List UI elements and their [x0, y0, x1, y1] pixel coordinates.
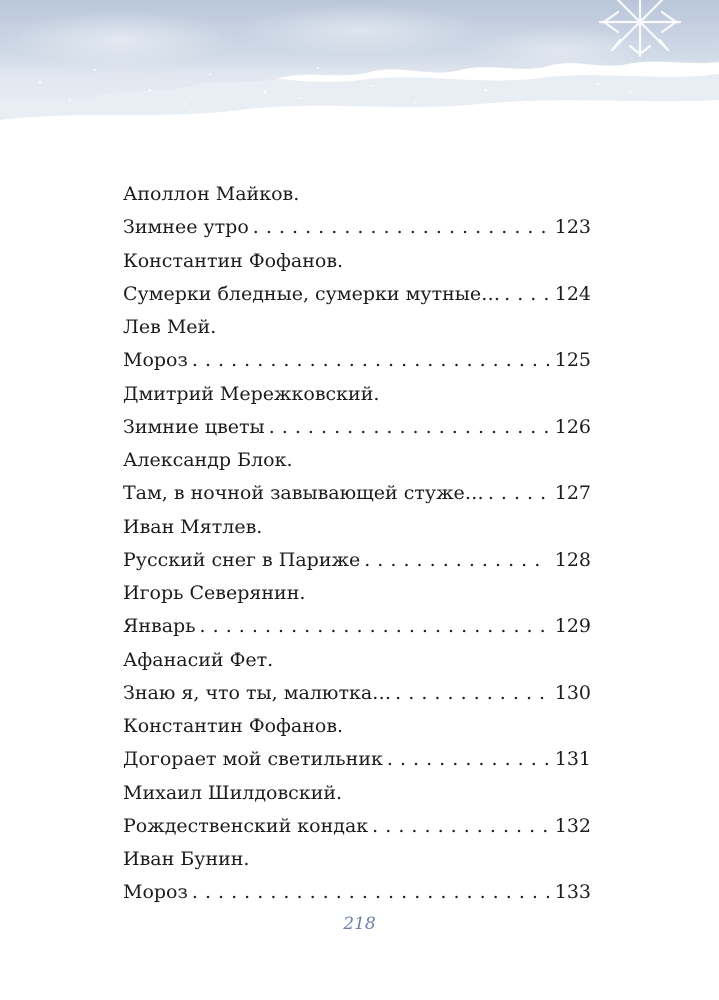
toc-title-line	[123, 411, 591, 444]
toc-page-number: 126	[554, 415, 591, 438]
toc-title: Зимнее утро	[123, 216, 249, 238]
toc-title-line	[123, 477, 591, 510]
toc-author: Александр Блок.	[123, 449, 293, 471]
dot-leader	[200, 610, 549, 643]
toc-author: Афанасий Фет.	[123, 648, 274, 671]
toc-page-number: 131	[554, 748, 591, 770]
dot-leader	[504, 278, 549, 311]
toc-title: Мороз	[123, 881, 188, 903]
toc-page-number: 132	[554, 814, 591, 837]
toc-author: Аполлон Майков.	[123, 183, 300, 205]
toc-entry[interactable]	[123, 378, 591, 445]
toc-author: Иван Бунин.	[123, 848, 250, 870]
toc-title: Сумерки бледные, сумерки мутные…	[123, 282, 501, 305]
toc-title-line	[123, 876, 591, 909]
toc-page-number: 130	[554, 681, 591, 704]
toc-title-line	[123, 677, 591, 710]
dot-leader	[488, 477, 549, 510]
toc-author: Константин Фофанов.	[123, 249, 344, 272]
toc-entry[interactable]	[123, 777, 591, 844]
toc-title: Знаю я, что ты, малютка…	[123, 681, 392, 704]
toc-title: Русский снег в Париже	[123, 548, 361, 571]
dot-leader	[364, 544, 549, 577]
dot-leader	[387, 743, 549, 776]
toc-page-number: 133	[554, 881, 591, 903]
toc-entry[interactable]	[123, 843, 591, 910]
toc-title: Мороз	[123, 349, 188, 371]
toc-page-number: 127	[554, 482, 591, 504]
dot-leader	[253, 211, 549, 244]
dot-leader	[192, 344, 549, 377]
toc-title-line	[123, 344, 591, 377]
dot-leader	[192, 876, 549, 909]
toc-entry[interactable]	[123, 511, 591, 578]
toc-title-line	[123, 743, 591, 776]
toc-author: Константин Фофанов.	[123, 715, 344, 737]
toc-page-number: 125	[554, 349, 591, 371]
toc-entry[interactable]	[123, 311, 591, 378]
page-folio-number: 218	[343, 914, 376, 934]
toc-title: Рождественский кондак	[123, 814, 369, 837]
toc-entry[interactable]	[123, 577, 591, 644]
toc-title: Догорает мой светильник	[123, 748, 383, 770]
dot-leader	[395, 677, 549, 710]
toc-entry[interactable]	[123, 178, 591, 245]
toc-page-number: 128	[554, 548, 591, 571]
toc-title-line	[123, 810, 591, 843]
toc-title-line	[123, 211, 591, 244]
toc-entry[interactable]	[123, 644, 591, 711]
toc-title: Январь	[123, 615, 196, 637]
toc-author: Игорь Северянин.	[123, 582, 306, 604]
toc-title: Зимние цветы	[123, 415, 265, 438]
toc-title-line	[123, 544, 591, 577]
toc-entry[interactable]	[123, 245, 591, 312]
dot-leader	[269, 411, 549, 444]
dot-leader	[372, 810, 549, 843]
toc-author: Дмитрий Мережковский.	[123, 382, 380, 405]
watercolor-snow-header	[0, 0, 719, 135]
toc-page-number: 129	[554, 615, 591, 637]
toc-page-number: 123	[554, 216, 591, 238]
toc-author: Иван Мятлев.	[123, 515, 263, 538]
toc-entry[interactable]	[123, 444, 591, 511]
table-of-contents	[123, 178, 591, 910]
toc-author: Михаил Шилдовский.	[123, 781, 343, 804]
toc-title-line	[123, 610, 591, 643]
toc-title-line	[123, 278, 591, 311]
toc-author: Лев Мей.	[123, 316, 217, 338]
toc-page-number: 124	[554, 282, 591, 305]
toc-title: Там, в ночной завывающей стуже…	[123, 482, 484, 504]
toc-entry[interactable]	[123, 710, 591, 777]
